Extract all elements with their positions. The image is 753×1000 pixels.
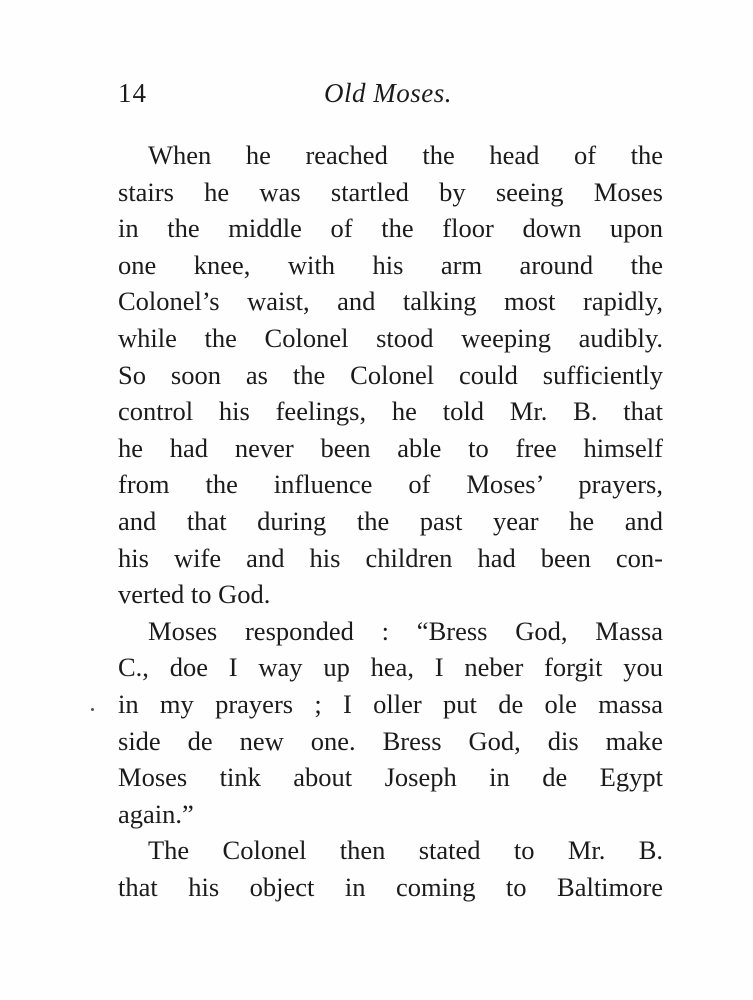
text-line: So soon as the Colonel could sufficiently [118,359,663,390]
page-number: 14 [118,78,147,108]
text-line: again.” [118,798,194,829]
text-line: Moses responded : “Bress God, Massa [148,615,663,646]
text-line: control his feelings, he told Mr. B. that [118,396,663,427]
text-line: The Colonel then stated to Mr. B. [148,835,663,866]
text-line: he had never been able to free himself [118,432,663,463]
text-line: side de new one. Bress God, dis make [118,725,663,756]
text-line: while the Colonel stood weeping audibly. [118,322,663,353]
text-line: from the influence of Moses’ prayers, [118,469,663,500]
running-title: Old Moses. [324,78,452,108]
text-line: in the middle of the floor down upon [118,213,663,244]
text-line: his wife and his children had been con- [118,542,663,573]
text-line: When he reached the head of the [148,140,663,170]
text-line: Moses tink about Joseph in de Egypt [118,762,663,793]
text-line: Colonel’s waist, and talking most rapidly, [118,286,663,317]
text-line: that his object in coming to Baltimore [118,871,663,902]
body-text [118,137,663,905]
text-line: stairs he was startled by seeing Moses [118,176,663,207]
text-line: C., doe I way up hea, I neber forgit you [118,652,663,683]
text-line: verted to God. [118,579,271,610]
running-head [118,78,663,118]
text-line: and that during the past year he and [118,505,663,536]
text-line: in my prayers ; I oller put de ole massa [118,688,663,719]
text-line: one knee, with his arm around the [118,249,663,280]
ink-speck [91,708,94,711]
